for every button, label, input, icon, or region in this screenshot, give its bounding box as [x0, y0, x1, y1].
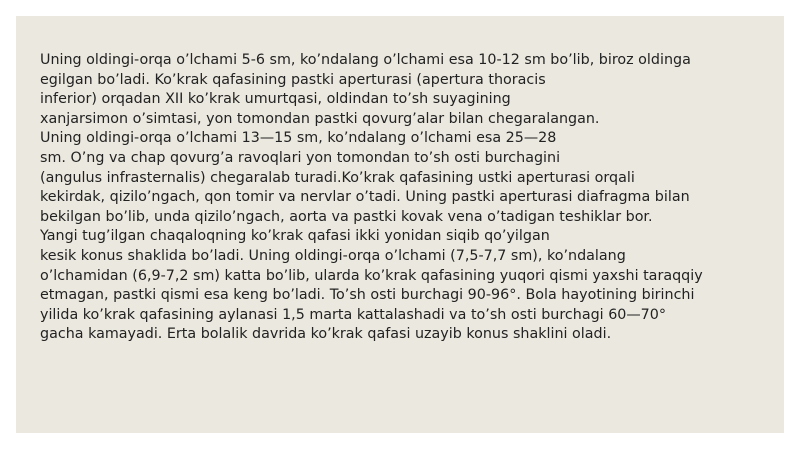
body-text [40, 51, 770, 345]
text-line: egilgan bo’ladi. Ko’krak qafasining pastki aperturasi (apertura thoracis [40, 71, 546, 88]
text-line: etmagan, pastki qismi esa keng bo’ladi. To’sh osti burchagi 90-96°. Bola hayotining birinchi [40, 287, 695, 304]
text-line: sm. O’ng va chap qovurg’a ravoqlari yon tomondan to’sh osti burchagini [40, 149, 561, 166]
text-line: Yangi tug’ilgan chaqaloqning ko’krak qafasi ikki yonidan siqib qo’yilgan [40, 228, 550, 245]
text-line: yilida ko’krak qafasining aylanasi 1,5 marta kattalashadi va to’sh osti burchagi 60—70° [40, 306, 667, 323]
text-line: kekirdak, qizilo’ngach, qon tomir va nervlar o’tadi. Uning pastki aperturasi diafragma bilan [40, 189, 690, 206]
text-line: Uning oldingi-orqa o’lchami 13—15 sm, ko’ndalang o’lchami esa 25—28 [40, 130, 557, 147]
text-line: (angulus infrasternalis) chegaralab turadi.Ko’krak qafasining ustki aperturasi orqali [40, 169, 635, 186]
text-line: Uning oldingi-orqa o’lchami 5-6 sm, ko’ndalang o’lchami esa 10-12 sm bo’lib, biroz oldinga [40, 52, 691, 68]
text-line: o’lchamidan (6,9-7,2 sm) katta bo’lib, ularda ko’krak qafasining yuqori qismi yaxshi taraqqiy [40, 267, 703, 284]
document-page [16, 16, 784, 433]
text-line: gacha kamayadi. Erta bolalik davrida ko’krak qafasi uzayib konus shaklini oladi. [40, 326, 612, 343]
text-line: kesik konus shaklida bo’ladi. Uning oldingi-orqa o’lchami (7,5-7,7 sm), ko’ndalang [40, 247, 626, 264]
text-line: xanjarsimon o’simtasi, yon tomondan pastki qovurg’alar bilan chegaralangan. [40, 110, 600, 127]
text-line: bekilgan bo’lib, unda qizilo’ngach, aorta va pastki kovak vena o’tadigan teshiklar bor. [40, 208, 653, 225]
text-line: inferior) orqadan XII ko’krak umurtqasi, oldindan to’sh suyagining [40, 91, 511, 108]
